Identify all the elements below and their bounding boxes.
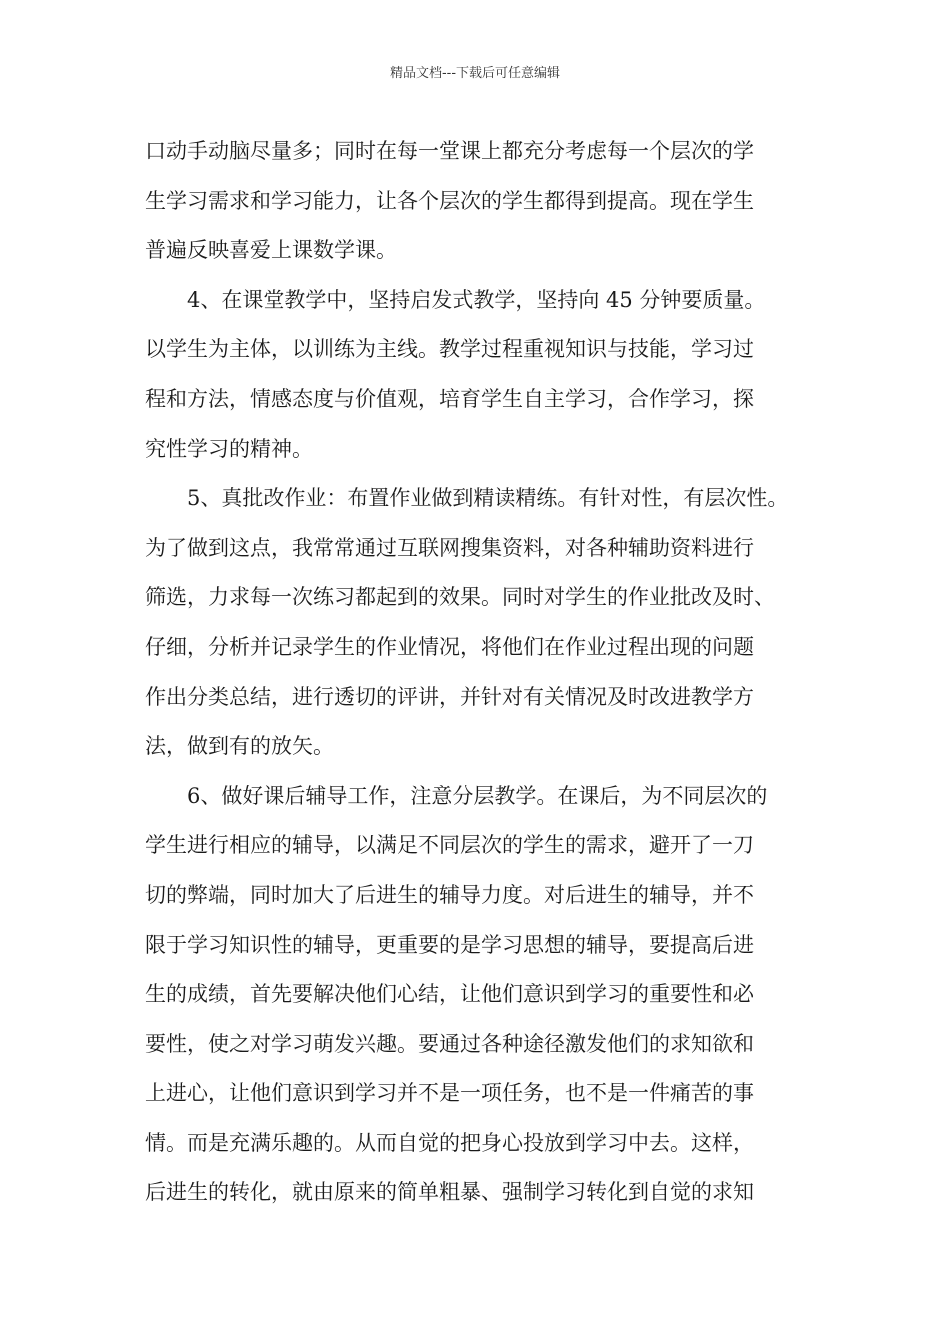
text-line: 要性，使之对学习萌发兴趣。要通过各种途径激发他们的求知欲和 [145,1031,754,1056]
text-line: 作出分类总结，进行透切的评讲，并针对有关情况及时改进教学方 [145,684,754,709]
text-line: 程和方法，情感态度与价值观，培育学生自主学习，合作学习，探 [145,386,754,411]
text-line: 法，做到有的放矢。 [145,734,334,759]
text-line: 情。而是充满乐趣的。从而自觉的把身心投放到学习中去。这样， [145,1130,754,1155]
page-header: 精品文档---下载后可任意编辑 [389,66,561,81]
text-line: 生学习需求和学习能力，让各个层次的学生都得到提高。现在学生 [145,188,754,213]
text-line: 以学生为主体，以训练为主线。教学过程重视知识与技能，学习过 [145,337,754,362]
text-line: 切的弊端，同时加大了后进生的辅导力度。对后进生的辅导，并不 [145,882,754,907]
text-line: 后进生的转化，就由原来的简单粗暴、强制学习转化到自觉的求知 [145,1180,754,1205]
paragraph-first-line: 4、在课堂教学中，坚持启发式教学，坚持向 45 分钟要质量。 [187,287,766,312]
text-line: 筛选，力求每一次练习都起到的效果。同时对学生的作业批改及时、 [145,585,775,610]
text-line: 普遍反映喜爱上课数学课。 [145,238,397,263]
text-line: 学生进行相应的辅导，以满足不同层次的学生的需求，避开了一刀 [145,833,754,858]
text-line: 仔细，分析并记录学生的作业情况，将他们在作业过程出现的问题 [145,634,754,659]
text-line: 生的成绩，首先要解决他们心结，让他们意识到学习的重要性和必 [145,982,754,1007]
document-body [145,133,805,1224]
paragraph-first-line: 5、真批改作业：布置作业做到精读精练。有针对性，有层次性。 [187,486,789,511]
text-line: 上进心，让他们意识到学习并不是一项任务，也不是一件痛苦的事 [145,1081,754,1106]
text-line: 为了做到这点，我常常通过互联网搜集资料，对各种辅助资料进行 [145,535,754,560]
paragraph-first-line: 6、做好课后辅导工作，注意分层教学。在课后，为不同层次的 [187,783,768,808]
text-line: 究性学习的精神。 [145,436,313,461]
text-line: 限于学习知识性的辅导，更重要的是学习思想的辅导，要提高后进 [145,932,754,957]
text-line: 口动手动脑尽量多；同时在每一堂课上都充分考虑每一个层次的学 [145,139,754,163]
